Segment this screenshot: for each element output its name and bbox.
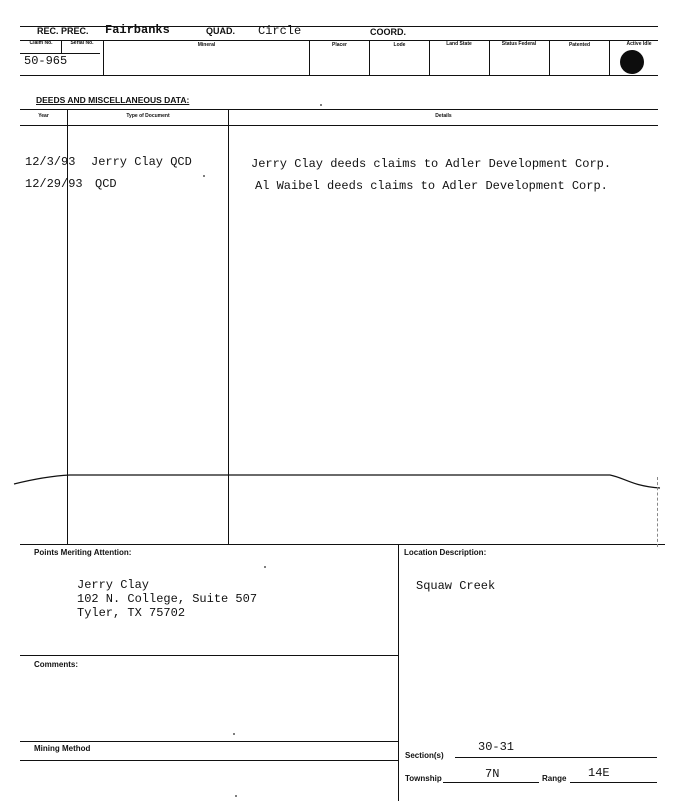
col-patented: Patented (568, 42, 591, 48)
col-claim-no: Claim No. (29, 40, 53, 46)
deed-row-2-year: 12/29/93 (25, 177, 83, 191)
speck (233, 733, 235, 735)
location-value: Squaw Creek (416, 579, 496, 593)
range-underline (570, 782, 657, 783)
deed-row-1-year: 12/3/93 (25, 155, 76, 169)
deed-row-1-details: Jerry Clay deeds claims to Adler Development Corp. (251, 157, 612, 171)
speck (264, 566, 266, 568)
points-bottom-rule (20, 655, 398, 656)
section-label: Section(s) (405, 751, 444, 760)
comments-label: Comments: (34, 660, 79, 669)
col-active-idle: Active Idle (626, 41, 652, 47)
col-details: Details (435, 113, 452, 119)
active-status-dot-icon (620, 50, 644, 74)
speck (320, 104, 322, 106)
col-mineral: Mineral (197, 42, 216, 48)
speck (203, 175, 205, 177)
rec-prec-label: REC. PREC. (37, 26, 89, 36)
col-type-of-document: Type of Document (126, 113, 170, 119)
range-value: 14E (588, 766, 610, 780)
quad-label: QUAD. (206, 26, 235, 36)
comments-bottom-rule (20, 741, 398, 742)
points-label: Points Meriting Attention: (34, 548, 132, 557)
township-value: 7N (485, 767, 500, 781)
col-status-federal: Status Federal (501, 41, 537, 47)
mining-method-label: Mining Method (34, 744, 91, 753)
township-label: Township (405, 774, 442, 783)
paper-seam (0, 466, 678, 496)
land-status-divider (489, 40, 490, 75)
deeds-header-top-rule (20, 109, 658, 110)
deed-row-2-details: Al Waibel deeds claims to Adler Development Corp. (255, 179, 608, 193)
col-serial-no: Serial No. (70, 40, 94, 46)
coord-label: COORD. (370, 27, 406, 37)
deed-row-2-type: QCD (95, 177, 117, 191)
header-bottom-rule (20, 75, 658, 76)
bottom-center-divider (398, 544, 399, 801)
lode-land-divider (429, 40, 430, 75)
col-year: Year (38, 113, 49, 119)
points-line-2: 102 N. College, Suite 507 (77, 592, 258, 606)
rec-prec-value: Fairbanks (105, 23, 170, 37)
points-line-1: Jerry Clay (77, 578, 150, 592)
range-label: Range (542, 774, 567, 783)
deeds-bottom-rule (20, 544, 665, 545)
township-underline (443, 782, 539, 783)
claim-no-value: 50-965 (24, 54, 68, 68)
deed-row-1-type: Jerry Clay QCD (91, 155, 192, 169)
points-line-3: Tyler, TX 75702 (77, 606, 186, 620)
right-edge-marks (657, 477, 658, 547)
location-label: Location Description: (404, 548, 487, 557)
col-lode: Lode (393, 42, 406, 48)
deeds-header-bottom-rule (20, 125, 658, 126)
col-land-state: Land State (446, 41, 472, 47)
col-placer: Placer (331, 42, 347, 48)
speck (235, 795, 237, 797)
section-underline (455, 757, 657, 758)
quad-value: Circle (258, 24, 302, 38)
header-row-rule (20, 40, 658, 41)
mining-method-rule (20, 760, 398, 761)
patented-active-divider (609, 40, 610, 75)
section-value: 30-31 (478, 740, 515, 754)
deeds-section-title: DEEDS AND MISCELLANEOUS DATA: (36, 95, 190, 105)
